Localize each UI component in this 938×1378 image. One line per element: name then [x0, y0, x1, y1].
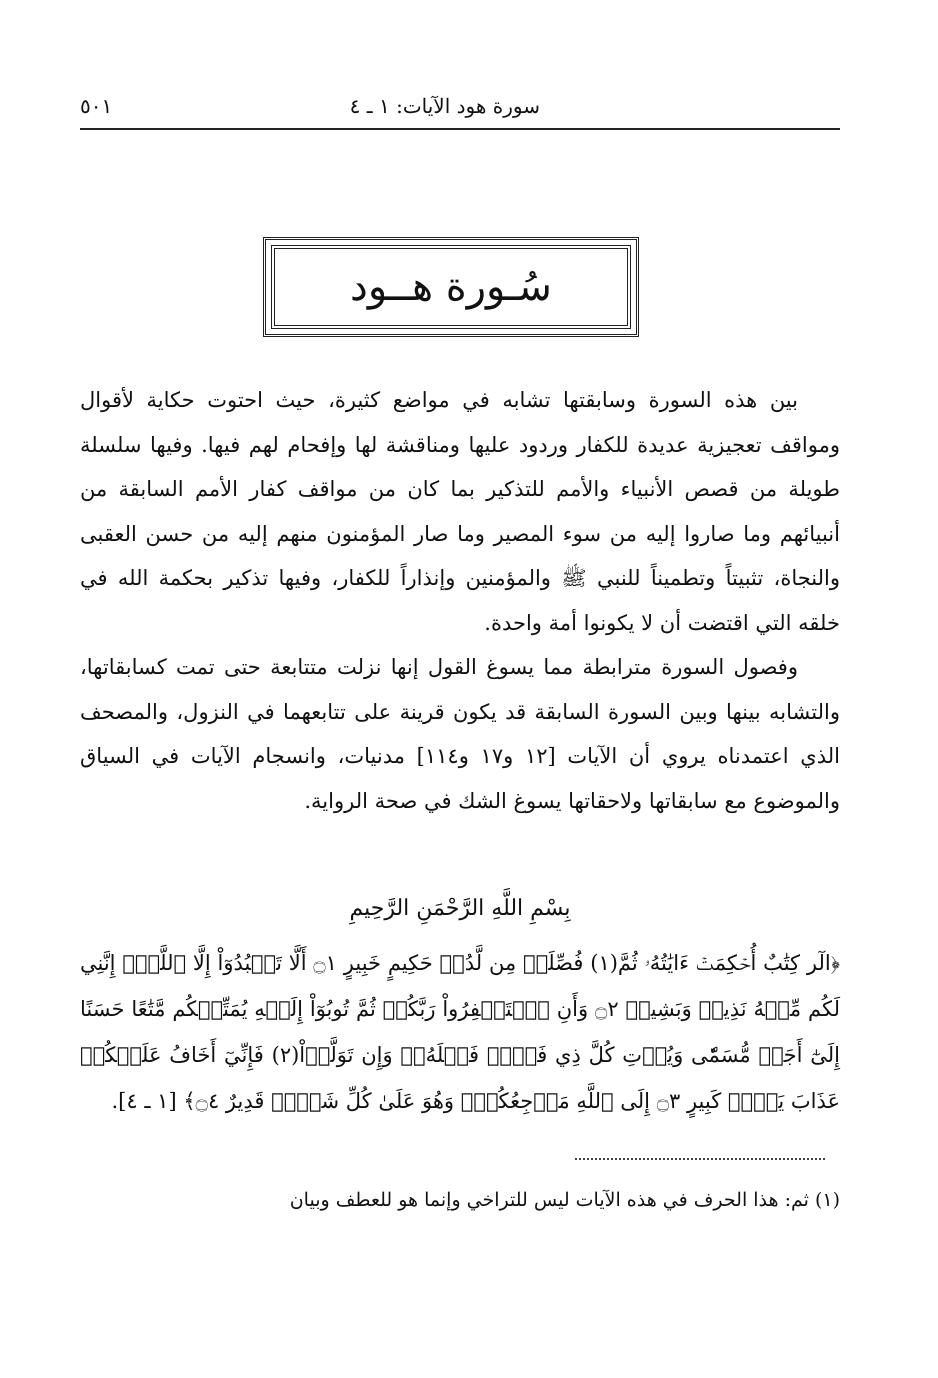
- surah-title: سُـورة هــود: [350, 264, 552, 310]
- intro-paragraph-1: بين هذه السورة وسابقتها تشابه في مواضع كثيرة، حيث احتوت حكاية لأقوال ومواقف تعجيزية عديدة للكفار وردود عليها ومناقشة لها وإفحام لهم فيها. وفيها سلسلة طويلة من قصص الأنبياء والأمم للتذكير بما كان من مواقف كفار الأمم السابقة من أنبيائهم وما صاروا إليه من سوء المصير وما صار المؤمنون منهم إليه من حسن العقبى والنجاة، تثبيتاً وتطميناً للنبي ﷺ والمؤمنين وإنذاراً للكفار، وفيها تذكير بحكمة الله في خلقه التي اقتضت أن لا يكونوا أمة واحدة.: [80, 388, 840, 635]
- page-number: ٥٠١: [80, 94, 113, 118]
- surah-title-frame: [263, 237, 639, 337]
- surah-title-inner-frame: [271, 245, 631, 329]
- footnote: (١) ثم: هذا الحرف في هذه الآيات ليس للتراخي وإنما هو للعطف وبيان: [289, 1189, 840, 1211]
- footnote-separator: [575, 1158, 825, 1160]
- verses-reference: [١ ـ ٤].: [111, 1089, 177, 1113]
- introduction-text: [80, 378, 840, 823]
- verses-text: ﴿الٓر كِتَٰبٌ أُحۡكِمَتۡ ءَايَٰتُهُۥ ثُمَّ(١) فُصِّلَتۡ مِن لَّدُنۡ حَكِيمٍ خَبِيرٍ ۝١ أَلَّا تَعۡبُدُوٓاْ إِلَّا ٱللَّهَۚ إِنَّنِي لَكُم مِّنۡهُ نَذِيرٞ وَبَشِيرٞ ۝٢ وَأَنِ ٱسۡتَغۡفِرُواْ رَبَّكُمۡ ثُمَّ تُوبُوٓاْ إِلَيۡهِ يُمَتِّعۡكُم مَّتَٰعًا حَسَنًا إِلَىٰٓ أَجَلٖ مُّسَمّٗى وَيُؤۡتِ كُلَّ ذِي فَضۡلٖ فَضۡلَهُۥۖ وَإِن تَوَلَّوۡاْ(٢) فَإِنِّيٓ أَخَافُ عَلَيۡكُمۡ عَذَابَ يَوۡمٖ كَبِيرٍ ۝٣ إِلَى ٱللَّهِ مَرۡجِعُكُمۡۖ وَهُوَ عَلَىٰ كُلِّ شَيۡءٖ قَدِيرٌ ۝٤﴾: [80, 951, 841, 1113]
- basmala: بِسْمِ اللَّهِ الرَّحْمَنِ الرَّحِيمِ: [349, 896, 571, 921]
- running-title: سورة هود الآيات: ١ ـ ٤: [349, 94, 540, 118]
- header-rule: [80, 128, 840, 130]
- page-header: [80, 92, 840, 126]
- quran-verses: [80, 940, 840, 1124]
- intro-paragraph-2: وفصول السورة مترابطة مما يسوغ القول إنها نزلت متتابعة حتى تمت كسابقاتها، والتشابه بينها وبين السورة السابقة قد يكون قرينة على تتابعهما في النزول، والمصحف الذي اعتمدناه يروي أن الآيات [١٢ و١٧ و١١٤] مدنيات، وانسجام الآيات في السياق والموضوع مع سابقاتها ولاحقاتها يسوغ الشك في صحة الرواية.: [80, 655, 840, 813]
